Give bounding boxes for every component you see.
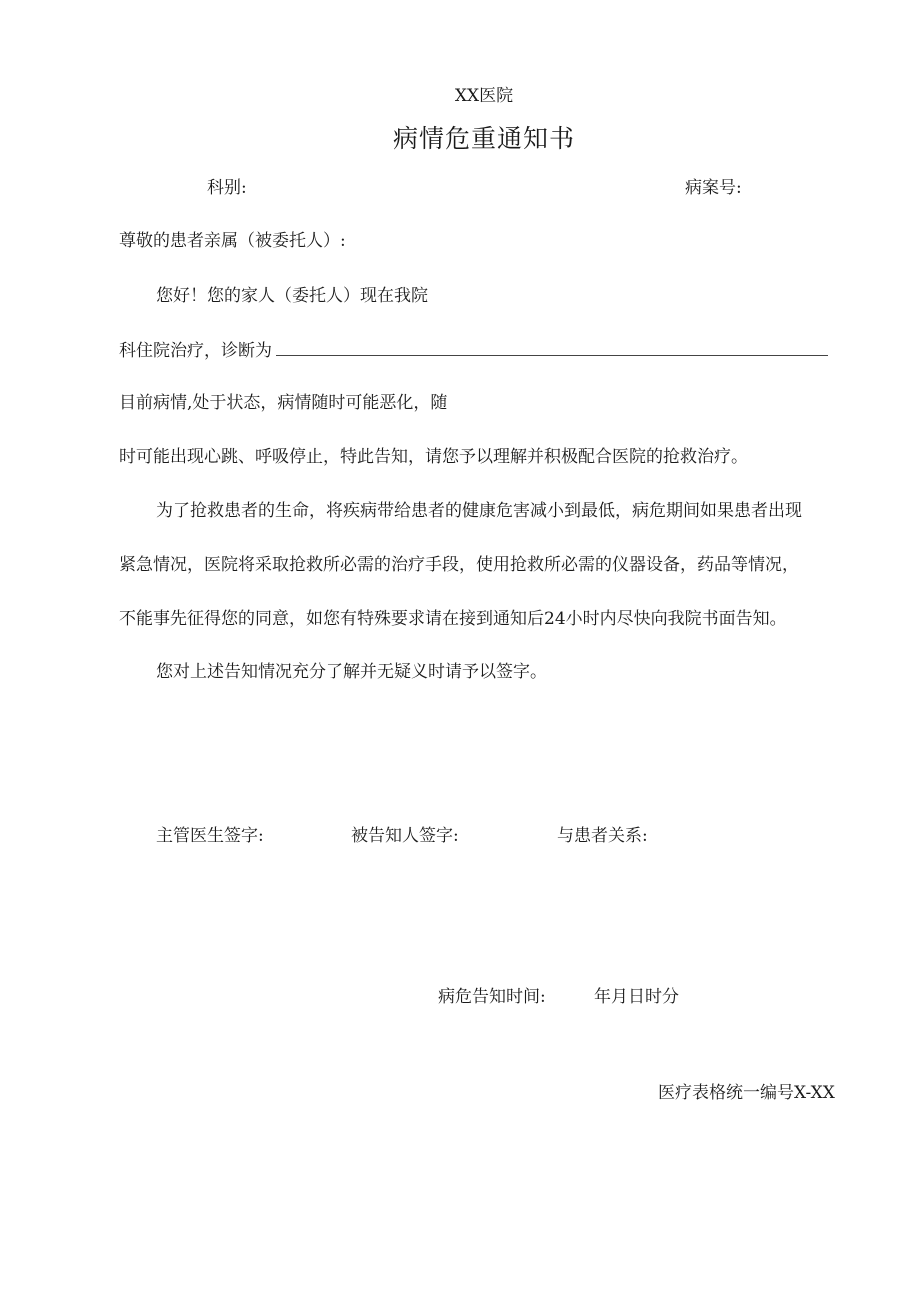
- para2-line3: 不能事先征得您的同意，如您有特殊要求请在接到通知后24小时内尽快向我院书面告知。: [119, 609, 787, 629]
- diagnosis-line: [119, 341, 828, 360]
- para1-line4: 时可能出现心跳、呼吸停止，特此告知，请您予以理解并积极配合医院的抢救治疗。: [119, 447, 748, 467]
- notice-time-label: 病危告知时间:: [438, 987, 546, 1007]
- department-label: 科别:: [207, 178, 247, 198]
- para2-line1: 为了抢救患者的生命，将疾病带给患者的健康危害减小到最低，病危期间如果患者出现: [156, 501, 802, 521]
- para2-line2: 紧急情况，医院将采取抢救所必需的治疗手段，使用抢救所必需的仪器设备，药品等情况，: [119, 555, 799, 575]
- para1-line1: 您好！您的家人（委托人）现在我院: [156, 286, 428, 306]
- diagnosis-blank-underline: [276, 341, 828, 356]
- salutation: 尊敬的患者亲属（被委托人）:: [119, 231, 346, 251]
- hospital-name: XX医院: [454, 86, 514, 106]
- notified-signature-label: 被告知人签字:: [351, 826, 459, 846]
- doctor-signature-label: 主管医生签字:: [156, 826, 264, 846]
- notice-time-value: 年月日时分: [594, 987, 679, 1007]
- document-title: 病情危重通知书: [392, 124, 575, 153]
- case-number-label: 病案号:: [685, 178, 742, 198]
- para1-line2: 科住院治疗，诊断为: [119, 341, 272, 361]
- para3: 您对上述告知情况充分了解并无疑义时请予以签字。: [156, 662, 547, 682]
- relationship-label: 与患者关系:: [557, 826, 648, 846]
- form-number: 医疗表格统一编号X-XX: [658, 1083, 835, 1103]
- para1-line3: 目前病情,处于状态，病情随时可能恶化，随: [119, 393, 448, 413]
